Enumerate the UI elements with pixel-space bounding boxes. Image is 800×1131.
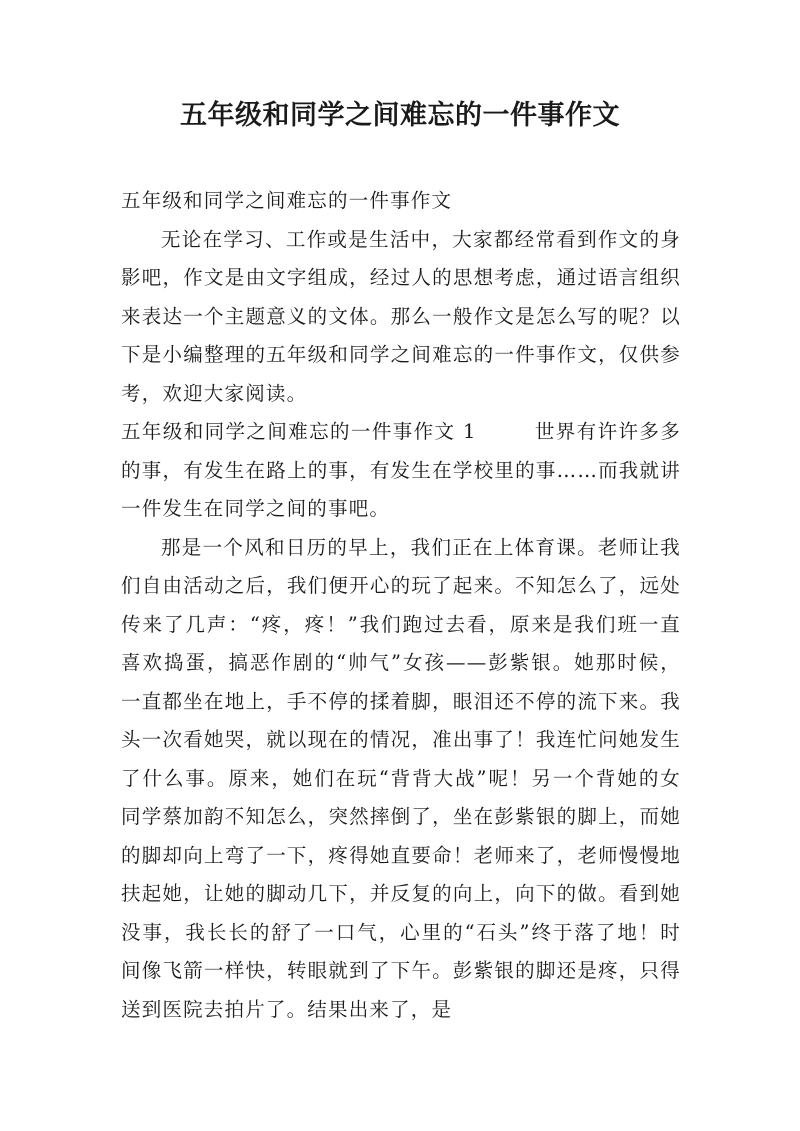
section-1-paragraph (121, 413, 681, 529)
intro-paragraph: 无论在学习、工作或是生活中，大家都经常看到作文的身影吧，作文是由文字组成，经过人的思想考虑，通过语言组织来表达一个主题意义的文体。那么一般作文是怎么写的呢？以下是小编整理的五年级和同学之间难忘的一件事作文，仅供参考，欢迎大家阅读。 (121, 227, 681, 405)
section-1-first-text: 世界有许许多多的事，有发生在路上的事，有发生在学校里的事……而我就讲一件发生在同学之间的事吧。 (121, 420, 681, 520)
document-title: 五年级和同学之间难忘的一件事作文 (180, 100, 620, 131)
section-1-heading: 五年级和同学之间难忘的一件事作文 1 (121, 420, 477, 443)
document-subtitle: 五年级和同学之间难忘的一件事作文 (121, 189, 453, 212)
document-body (121, 182, 681, 1029)
story-paragraph-2: 那是一个风和日历的早上，我们正在上体育课。老师让我们自由活动之后，我们便开心的玩了起来。不知怎么了，远处传来了几声：“疼，疼！”我们跑过去看，原来是我们班一直喜欢捣蛋，搞恶作剧的“帅气”女孩——彭紫银。她那时候，一直都坐在地上，手不停的揉着脚，眼泪还不停的流下来。我头一次看她哭，就以现在的情况，准出事了！我连忙问她发生了什么事。原来，她们在玩“背背大战”呢！另一个背她的女同学蔡加韵不知怎么，突然摔倒了，坐在彭紫银的脚上，而她的脚却向上弯了一下，疼得她直要命！老师来了，老师慢慢地扶起她，让她的脚动几下，并反复的向上，向下的做。看到她没事，我长长的舒了一口气，心里的“石头”终于落了地！时间像飞箭一样快，转眼就到了下午。彭紫银的脚还是疼，只得送到医院去拍片了。结果出来了，是 (121, 535, 681, 1021)
